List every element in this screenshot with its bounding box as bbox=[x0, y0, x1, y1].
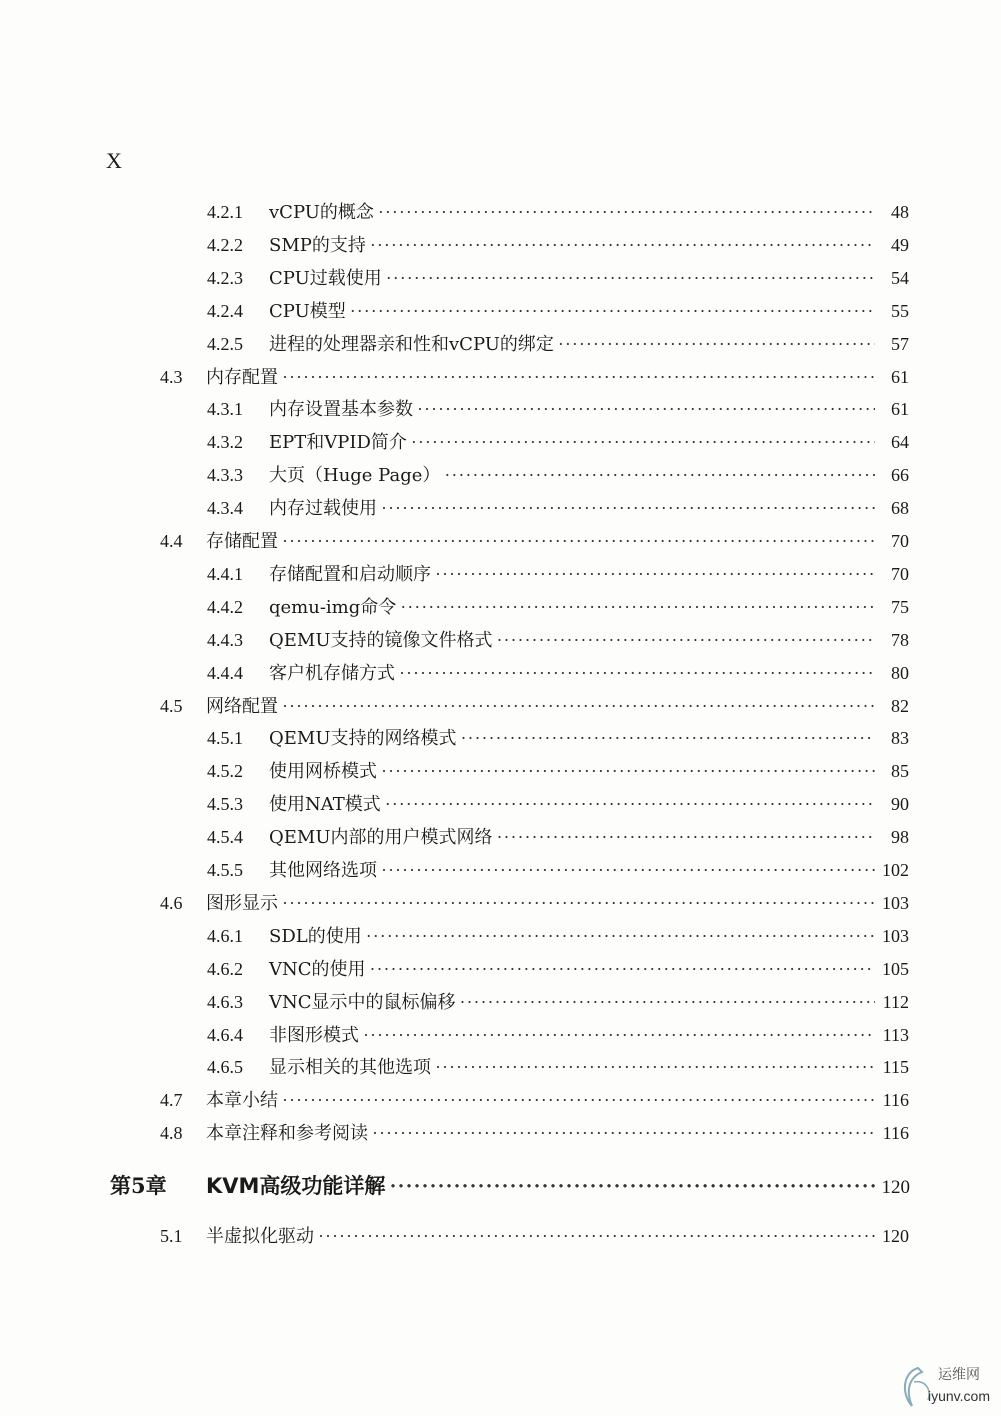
toc-entry-page: 113 bbox=[882, 1024, 909, 1045]
toc-entry-page: 103 bbox=[882, 892, 909, 913]
toc-entry-title: 内存过载使用 bbox=[269, 498, 377, 520]
toc-entry-title: 大页（Huge Page） bbox=[269, 465, 441, 487]
toc-entry-number: 4.5 bbox=[160, 695, 183, 716]
toc-entry[interactable] bbox=[207, 1053, 909, 1081]
toc-entry-title: 内存设置基本参数 bbox=[269, 399, 413, 421]
toc-entry-number: 4.4.4 bbox=[207, 662, 243, 683]
toc-entry-title: 其他网络选项 bbox=[269, 860, 377, 881]
toc-leader-dots bbox=[381, 494, 875, 522]
toc-entry[interactable] bbox=[207, 198, 909, 226]
toc-leader-dots bbox=[366, 922, 875, 950]
toc-entry-number: 4.4.2 bbox=[207, 596, 243, 617]
toc-entry[interactable] bbox=[207, 560, 909, 588]
toc-entry-page: 90 bbox=[891, 794, 909, 815]
toc-entry-number: 4.5.2 bbox=[207, 761, 243, 782]
toc-entry-number: 4.3.2 bbox=[207, 432, 243, 453]
toc-entry-number: 4.5.3 bbox=[207, 794, 243, 815]
toc-entry[interactable] bbox=[207, 428, 909, 456]
toc-leader-dots bbox=[282, 363, 875, 391]
toc-entry-number: 4.2.4 bbox=[207, 300, 243, 321]
toc-entry-number: 4.2.1 bbox=[207, 202, 243, 222]
toc-leader-dots bbox=[558, 330, 875, 358]
toc-entry-title: 使用网桥模式 bbox=[269, 761, 377, 783]
toc-entry-number: 4.2.5 bbox=[207, 333, 243, 354]
watermark-url: iyunv.com bbox=[928, 1388, 990, 1404]
toc-entry-title: QEMU内部的用户模式网络 bbox=[269, 827, 493, 849]
toc-entry-page: 48 bbox=[891, 202, 909, 222]
toc-leader-dots bbox=[385, 790, 875, 818]
toc-leader-dots bbox=[378, 198, 875, 226]
toc-entry-number: 5.1 bbox=[160, 1226, 183, 1247]
toc-entry-page: 112 bbox=[882, 991, 909, 1012]
toc-entry-title: SDL的使用 bbox=[269, 925, 362, 947]
toc-entry-page: 57 bbox=[891, 333, 909, 354]
toc-entry-title: VNC的使用 bbox=[269, 958, 366, 980]
toc-entry[interactable] bbox=[207, 231, 909, 259]
toc-leader-dots bbox=[381, 757, 875, 785]
toc-entry-title: vCPU的概念 bbox=[269, 202, 374, 223]
toc-entry[interactable] bbox=[207, 988, 909, 1016]
toc-entry-page: 78 bbox=[891, 629, 909, 650]
toc-entry[interactable] bbox=[207, 955, 909, 983]
toc-entry-title: SMP的支持 bbox=[269, 234, 366, 256]
toc-entry-number: 4.5.4 bbox=[207, 827, 243, 848]
toc-leader-dots bbox=[318, 1222, 875, 1250]
toc-entry-title: 使用NAT模式 bbox=[269, 794, 381, 816]
toc-entry-number: 4.6.2 bbox=[207, 958, 243, 979]
toc-entry-title: 显示相关的其他选项 bbox=[269, 1057, 431, 1079]
toc-entry-number: 4.4.1 bbox=[207, 563, 243, 584]
toc-leader-dots bbox=[372, 1119, 875, 1147]
toc-entry-number: 4.4 bbox=[160, 531, 183, 551]
toc-entry[interactable] bbox=[160, 692, 909, 720]
toc-entry-number: 4.2.2 bbox=[207, 234, 243, 255]
toc-entry[interactable] bbox=[160, 527, 909, 555]
watermark-logo-icon bbox=[898, 1362, 938, 1412]
toc-leader-dots bbox=[444, 461, 875, 489]
toc-entry-title: 存储配置和启动顺序 bbox=[269, 563, 431, 585]
toc-entry-title: 非图形模式 bbox=[269, 1024, 359, 1046]
toc-leader-dots bbox=[497, 823, 876, 851]
toc-entry-page: 83 bbox=[891, 728, 909, 749]
toc-entry-number: 4.6.4 bbox=[207, 1024, 243, 1045]
toc-entry-page: 61 bbox=[891, 366, 909, 387]
toc-entry[interactable] bbox=[160, 1222, 909, 1250]
toc-entry-page: 82 bbox=[891, 695, 909, 716]
toc-entry[interactable] bbox=[207, 494, 909, 522]
toc-entry-number: 4.3.1 bbox=[207, 399, 243, 420]
toc-entry-page: 75 bbox=[891, 596, 909, 617]
toc-entry-title: 半虚拟化驱动 bbox=[206, 1226, 314, 1248]
toc-entry-number: 4.8 bbox=[160, 1123, 183, 1144]
toc-entry-title: KVM高级功能详解 bbox=[206, 1174, 386, 1199]
toc-entry[interactable] bbox=[207, 724, 909, 752]
toc-entry[interactable] bbox=[160, 1119, 909, 1147]
toc-leader-dots bbox=[370, 231, 875, 259]
page-number: X bbox=[106, 148, 122, 173]
toc-entry-page: 116 bbox=[882, 1090, 909, 1111]
toc-entry-number: 4.6.3 bbox=[207, 991, 243, 1012]
toc-entry-number: 4.3.4 bbox=[207, 498, 243, 519]
toc-entry-page: 103 bbox=[882, 925, 909, 946]
toc-leader-dots bbox=[435, 1053, 875, 1081]
toc-entry[interactable] bbox=[207, 659, 909, 687]
toc-entry-number: 4.7 bbox=[160, 1090, 183, 1111]
toc-leader-dots bbox=[282, 889, 875, 917]
toc-entry-number: 4.6 bbox=[160, 892, 183, 913]
toc-entry[interactable] bbox=[207, 790, 909, 818]
watermark-name: 运维网 bbox=[938, 1367, 980, 1383]
toc-leader-dots bbox=[386, 264, 875, 292]
toc-entry-title: 内存配置 bbox=[206, 366, 278, 388]
toc-leader-dots bbox=[282, 1086, 875, 1114]
toc-entry-page: 70 bbox=[891, 531, 909, 551]
toc-entry-page: 120 bbox=[882, 1226, 909, 1247]
toc-entry-page: 102 bbox=[882, 860, 909, 880]
toc-entry-number: 4.6.5 bbox=[207, 1057, 243, 1078]
toc-leader-dots bbox=[400, 593, 875, 621]
toc-entry-title: EPT和VPID简介 bbox=[269, 432, 407, 454]
toc-leader-dots bbox=[461, 724, 876, 752]
toc-entry[interactable] bbox=[207, 922, 909, 950]
toc-entry-page: 66 bbox=[891, 465, 909, 486]
toc-entry-title: 客户机存储方式 bbox=[269, 662, 395, 684]
toc-entry-number: 4.4.3 bbox=[207, 629, 243, 650]
toc-entry-title: VNC显示中的鼠标偏移 bbox=[269, 991, 456, 1013]
toc-leader-dots bbox=[497, 626, 876, 654]
toc-entry-title: 网络配置 bbox=[206, 695, 278, 717]
toc-entry[interactable] bbox=[207, 297, 909, 325]
toc-leader-dots bbox=[363, 1021, 875, 1049]
toc-entry-number: 4.2.3 bbox=[207, 267, 243, 288]
toc-entry-title: 本章注释和参考阅读 bbox=[206, 1123, 368, 1145]
toc-entry-number: 4.3.3 bbox=[207, 465, 243, 486]
toc-entry[interactable] bbox=[207, 626, 909, 654]
toc-entry[interactable] bbox=[207, 823, 909, 851]
toc-entry[interactable] bbox=[207, 264, 909, 292]
toc-entry-title: QEMU支持的镜像文件格式 bbox=[269, 629, 493, 651]
toc-entry[interactable] bbox=[160, 363, 909, 391]
toc-leader-dots bbox=[417, 395, 875, 423]
toc-entry-page: 49 bbox=[891, 234, 909, 255]
toc-entry-page: 70 bbox=[891, 563, 909, 584]
toc-entry-page: 120 bbox=[881, 1177, 910, 1199]
watermark bbox=[898, 1362, 998, 1412]
toc-entry[interactable] bbox=[207, 461, 909, 489]
toc-entry[interactable] bbox=[207, 395, 909, 423]
toc-entry[interactable] bbox=[207, 856, 909, 884]
toc-entry-title: CPU过载使用 bbox=[269, 267, 382, 289]
toc-entry-title: CPU模型 bbox=[269, 300, 346, 322]
toc-entry[interactable] bbox=[207, 330, 909, 358]
toc-entry-number: 4.3 bbox=[160, 366, 183, 387]
toc-entry-page: 105 bbox=[882, 958, 909, 979]
toc-entry-page: 54 bbox=[891, 267, 909, 288]
toc-entry[interactable] bbox=[207, 757, 909, 785]
toc-entry-title: 图形显示 bbox=[206, 892, 278, 914]
toc-entry-title: 进程的处理器亲和性和vCPU的绑定 bbox=[269, 333, 554, 355]
toc-leader-dots bbox=[399, 659, 875, 687]
toc-leader-dots bbox=[411, 428, 875, 456]
toc-leader-dots bbox=[282, 692, 875, 720]
toc-entry-title: QEMU支持的网络模式 bbox=[269, 728, 457, 750]
toc-entry-number: 第5章 bbox=[110, 1173, 167, 1199]
toc-leader-dots bbox=[460, 988, 875, 1016]
toc-entry-title: 存储配置 bbox=[206, 531, 278, 552]
toc-entry-title: 本章小结 bbox=[206, 1090, 278, 1112]
toc-entry[interactable] bbox=[207, 593, 909, 621]
toc-entry-page: 61 bbox=[891, 399, 909, 420]
toc-entry-page: 116 bbox=[882, 1123, 909, 1144]
toc-entry[interactable] bbox=[160, 889, 909, 917]
toc-entry-page: 80 bbox=[891, 662, 909, 683]
toc-entry-page: 55 bbox=[891, 300, 909, 321]
toc-entry-page: 85 bbox=[891, 761, 909, 782]
toc-entry-number: 4.5.1 bbox=[207, 728, 243, 749]
toc-entry-number: 4.5.5 bbox=[207, 860, 243, 880]
toc-leader-dots bbox=[282, 527, 875, 555]
toc-leader-dots bbox=[381, 856, 875, 884]
toc-entry[interactable] bbox=[160, 1086, 909, 1114]
toc-leader-dots bbox=[435, 560, 875, 588]
toc-leader-dots bbox=[350, 297, 875, 325]
toc-chapter-entry[interactable] bbox=[110, 1172, 910, 1200]
toc-entry-page: 115 bbox=[882, 1057, 909, 1078]
toc-entry-title: qemu-img命令 bbox=[269, 596, 397, 618]
toc-leader-dots bbox=[389, 1172, 876, 1200]
toc-entry-page: 64 bbox=[891, 432, 909, 453]
toc-entry[interactable] bbox=[207, 1021, 909, 1049]
toc-entry-page: 98 bbox=[891, 827, 909, 848]
toc-entry-number: 4.6.1 bbox=[207, 925, 243, 946]
toc-leader-dots bbox=[370, 955, 875, 983]
toc-entry-page: 68 bbox=[891, 498, 909, 519]
